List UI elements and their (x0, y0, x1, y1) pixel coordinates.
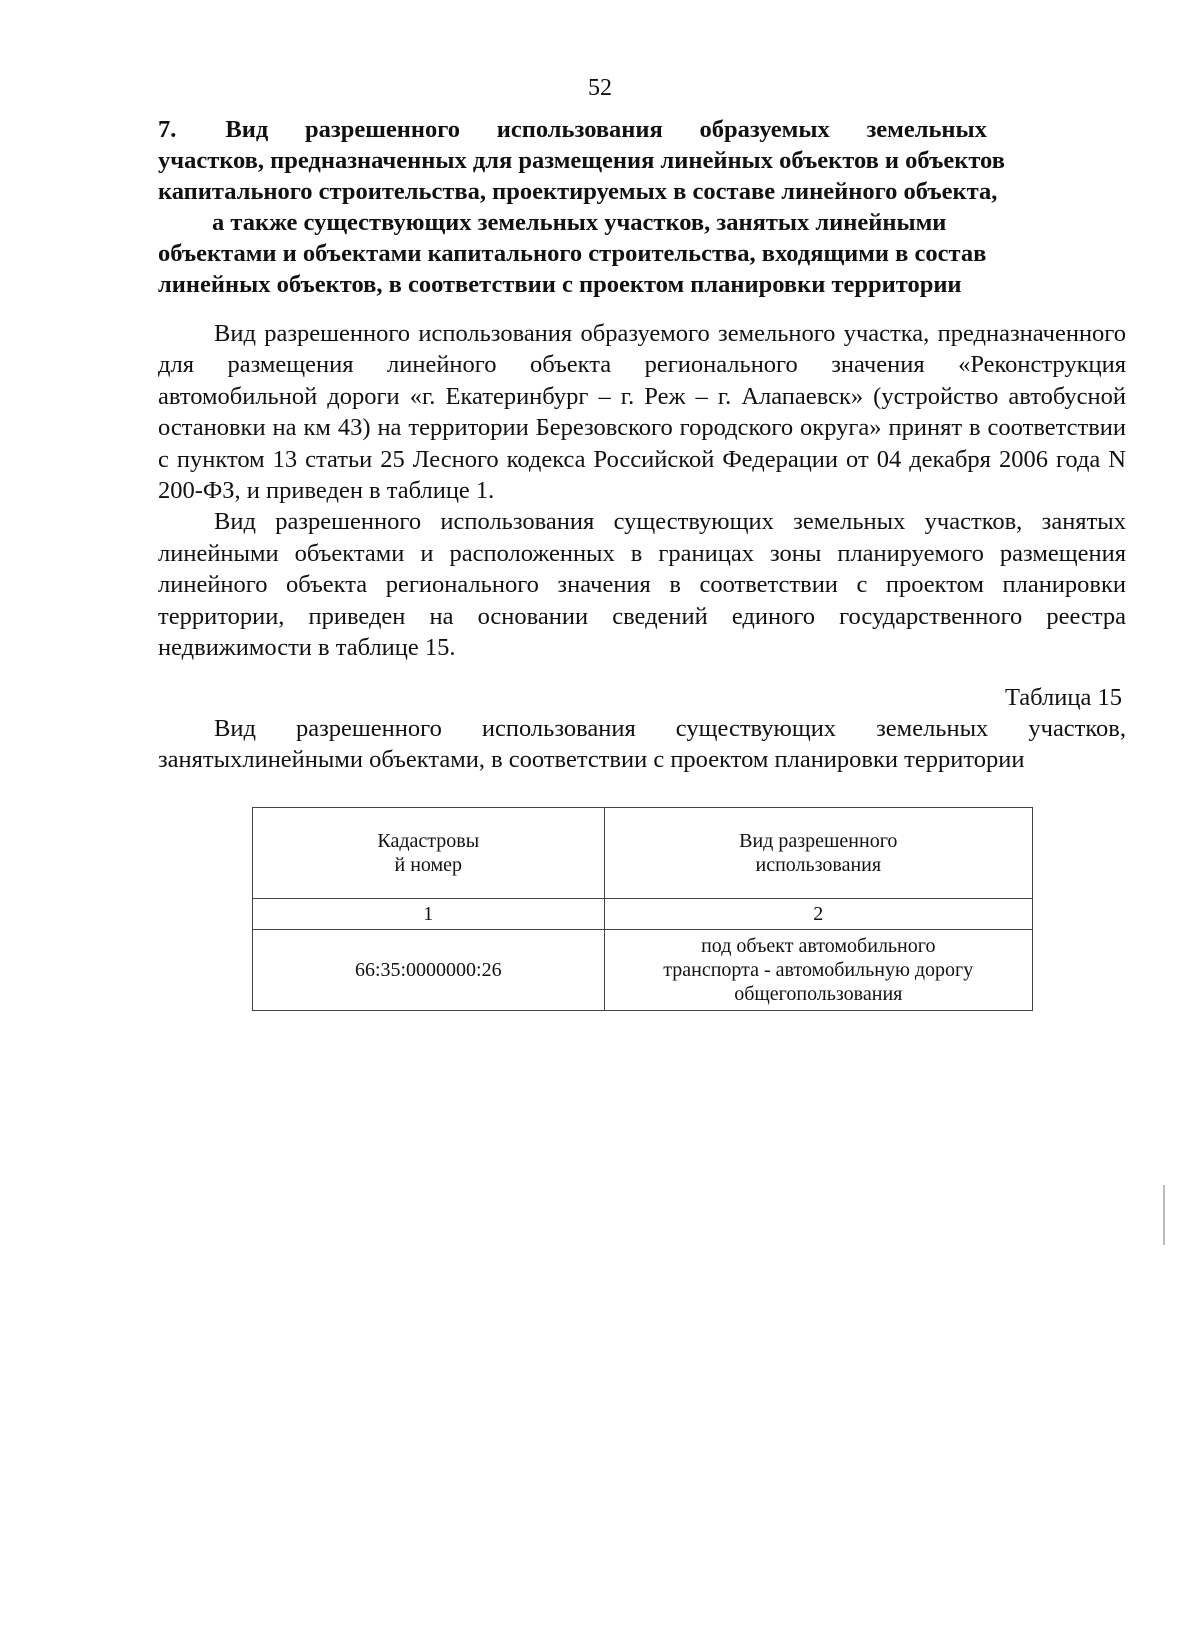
header-line: использования (755, 854, 882, 876)
column-number: 2 (604, 899, 1032, 930)
header-cadastral-number (253, 808, 605, 899)
header-line: й номер (394, 854, 463, 876)
heading-line: 7. Вид разрешенного использования образуемых земельных (158, 116, 987, 143)
heading-line: капитального строительства, проектируемых в составе линейного объекта, (158, 178, 998, 205)
table-header-row (253, 808, 1033, 899)
cell-line: транспорта - автомобильную дорогу (663, 959, 974, 981)
page-number: 52 (588, 75, 612, 101)
header-permitted-use (604, 808, 1032, 899)
paragraph: Вид разрешенного использования существующих земельных участков, занятых линейными объектами и расположенных в границах зоны планируемого размещения линейного объекта регионального значения в соответствии с проектом планировки территории, приведен на основании сведений единого государственного реестра недвижимости в таблице 15. (158, 508, 1126, 662)
table-column-numbers-row (253, 899, 1033, 930)
heading-line: линейных объектов, в соответствии с проектом планировки территории (158, 271, 962, 298)
table-row (253, 930, 1033, 1011)
scan-artifact (1163, 1185, 1165, 1245)
heading-line: участков, предназначенных для размещения линейных объектов и объектов (158, 147, 1005, 174)
paragraph: Вид разрешенного использования образуемого земельного участка, предназначенного для размещения линейного объекта регионального значения «Реконструкция автомобильной дороги «г. Екатеринбург – г. Реж – г. Алапаевск» (устройство автобусной остановки на км 43) на территории Березовского городского округа» принят в соответствии с пунктом 13 статьи 25 Лесного кодекса Российской Федерации от 04 декабря 2006 года N 200-ФЗ, и приведен в таблице 1. (158, 320, 1126, 505)
cell-line: под объект автомобильного (701, 935, 936, 957)
body-text (158, 318, 1126, 663)
header-line: Вид разрешенного (739, 830, 898, 852)
table-caption: Вид разрешенного использования существующих земельных участков, занятыхлинейными объектами, в соответствии с проектом планировки территории (158, 715, 1126, 774)
heading-line: объектами и объектами капитального строительства, входящими в состав (158, 240, 987, 267)
permitted-use-cell (604, 930, 1032, 1011)
table-label: Таблица 15 (1004, 684, 1122, 711)
header-line: Кадастровы (377, 830, 480, 852)
section-heading (158, 114, 1126, 300)
cadastral-number-cell: 66:35:0000000:26 (253, 930, 605, 1011)
land-use-table (252, 807, 1033, 1011)
column-number: 1 (253, 899, 605, 930)
heading-line: а также существующих земельных участков, занятых линейными (212, 209, 947, 236)
cell-line: общегопользования (734, 983, 903, 1005)
